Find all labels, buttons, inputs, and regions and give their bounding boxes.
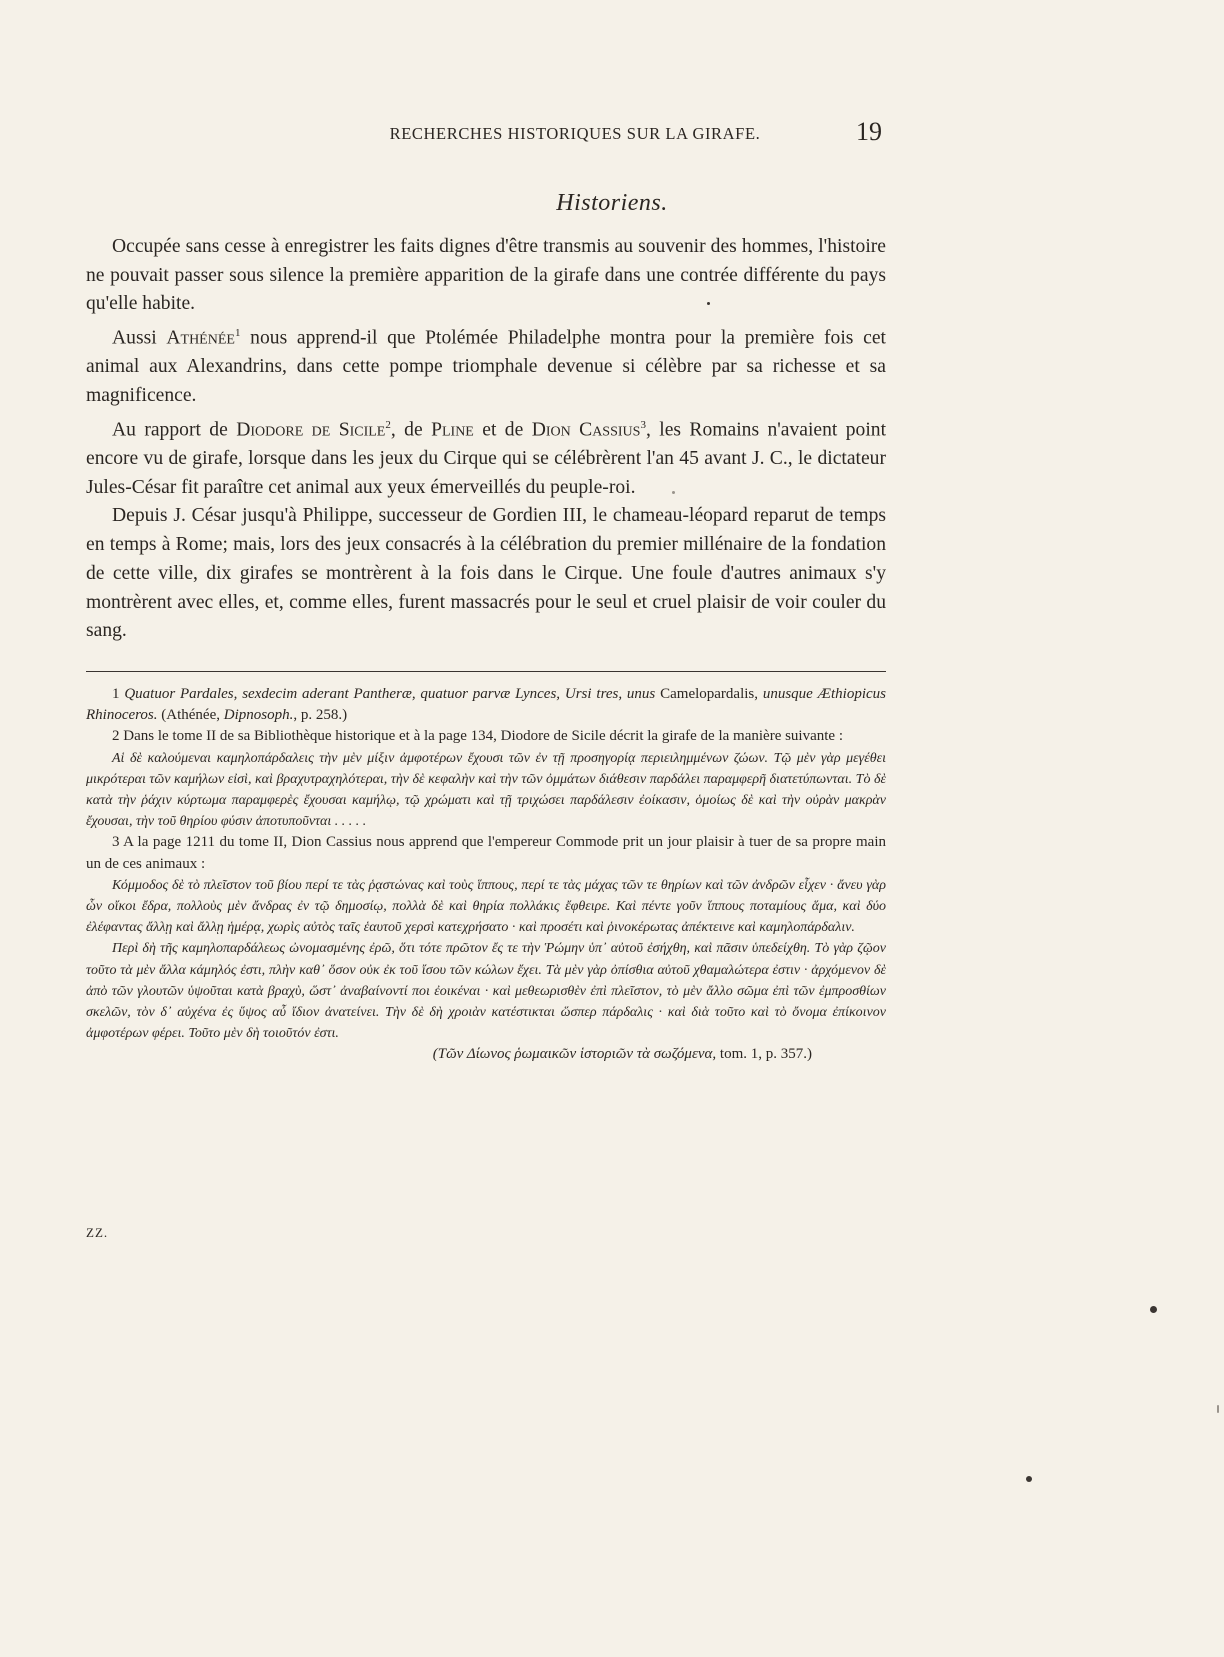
paragraph-2-intro: Aussi [112, 327, 157, 349]
footnote-3-greek-quote-2: Περὶ δὴ τῆς καμηλοπαρδάλεως ὠνομασμένης ἐρῶ, ὅτι τότε πρῶτον ἔς τε τὴν Ῥώμην ὑπ᾽ αὐτοῦ ἐσήχθη, καὶ πᾶσιν ὑπεδείχθη. Τὸ γὰρ ζῷον τοῦτο τὰ μὲν ἄλλα κάμηλός ἐστι, πλὴν καθ᾽ ὅσον οὐκ ἐκ τοῦ ἴσου τῶν κώλων ἔχει. Τὰ μὲν γὰρ ὀπίσθια αὐτοῦ χθαμαλώτερα ἐστιν · ἀρχόμενον δὲ ἀπὸ τῶν γλουτῶν ὑψοῦται κατὰ βραχὺ, ὥστ᾽ ἀναβαίνοντί ποι ἐοικέναι · καὶ μεθεωρισθὲν ἐπὶ πλεῖστον, τὸ μὲν ἄλλο σῶμα ἐπὶ τῶν ἐμπροσθίων σκελῶν, τὸν δ᾽ αὐχένα ἐς ὕψος αὖ ἴδιον ἀνατείνει. Τὴν δὲ δὴ χροιὰν κατέστικται ὥσπερ πάρδαλις · καὶ διὰ τοῦτο καὶ τὸ ὄνομα ἐπίκοινον ἀμφοτέρων φέρει. Τοῦτο μὲν δὴ τοιοῦτόν ἐστι. [86, 941, 886, 1042]
ink-spot [672, 491, 675, 494]
paragraph-1: Occupée sans cesse à enregistrer les faits dignes d'être transmis au souvenir des hommes, l'histoire ne pouvait passer sous silence la première apparition de la girafe dans une contrée différente du pays qu'elle habite. [86, 236, 886, 315]
paragraph-3-sep-2: et de [482, 419, 524, 441]
author-pline: Pline [431, 419, 474, 441]
footnote-ref-1: 1 [234, 327, 241, 340]
page-number: 19 [856, 117, 882, 146]
footnote-2: 2 Dans le tome II de sa Bibliothèque historique et à la page 134, Diodore de Sicile décrit la girafe de la manière suivante : [112, 728, 844, 745]
footnote-1-number: 1 [112, 686, 120, 702]
footnote-1-latin: Quatuor Pardales, sexdecim aderant Pantheræ, quatuor parvæ Lynces, Ursi tres, unus [124, 686, 656, 702]
author-diodore: Diodore de Sicile [236, 419, 386, 441]
paragraph-3-intro: Au rapport de [112, 419, 228, 441]
footnotes [86, 684, 886, 1066]
author-dion-cassius: Dion Cassius [531, 419, 641, 441]
section-title: Historiens. [556, 190, 668, 216]
paragraph-3-sep-1: , de [390, 419, 423, 441]
running-head: RECHERCHES HISTORIQUES SUR LA GIRAFE. [389, 124, 761, 143]
author-athenee: Athénée [166, 327, 235, 349]
footnote-2-greek-quote: Αἱ δὲ καλούμεναι καμηλοπάρδαλεις τὴν μὲν μίξιν ἀμφοτέρων ἔχουσι τῶν ἐν τῇ προσηγορίᾳ περιειλημμένων ζώων. Τῷ μὲν γὰρ μεγέθει μικρότεραι τῶν καμήλων εἰσὶ, καὶ βραχυτραχηλότεραι, τὴν δὲ κεφαλὴν καὶ τὴν τῶν ὀμμάτων διάθεσιν παρδάλει παραμφερῆ διατετύπωνται. Τὸ δὲ κατὰ τὴν ῥάχιν κύρτωμα παραμφερὲς ἔχουσαι καμήλῳ, τῷ χρώματι καὶ τῇ τριχώσει παρδάλεσιν ἐοίκασιν, ὁμοίως δὲ καὶ τὴν οὐρὰν μακρὰν ἔχουσαι, τὴν τοῦ θηρίου φύσιν ἀποτυποῦνται . . . . . [86, 750, 886, 830]
ink-spot [1150, 1306, 1157, 1313]
paragraph-2 [86, 319, 886, 411]
signature-mark: ZZ. [86, 1225, 109, 1240]
footnote-1 [86, 684, 886, 726]
ink-spot [707, 302, 710, 305]
main-text [86, 233, 886, 646]
footnote-1-work: Dipnosoph. [223, 707, 294, 724]
footnote-ref-2: 2 [385, 418, 391, 431]
footnote-3-citation-title: (Τῶν Δίωνος ῥωμαικῶν ἱστοριῶν τὰ σωζόμενα, [432, 1046, 717, 1063]
footnote-3-citation [86, 1044, 886, 1065]
footnote-1-latin-end: unusque Æthiopicus Rhinoceros. [86, 686, 887, 724]
footnote-1-camelopardalis: Camelopardalis, [660, 686, 758, 702]
footnote-divider [86, 671, 886, 672]
footnote-1-page: , p. 258.) [293, 707, 348, 724]
paragraph-3 [86, 411, 886, 503]
paragraph-2-body: nous apprend-il que Ptolémée Philadelphe montra pour la première fois cet animal aux Alexandrins, dans cette pompe triomphale devenue si célèbre par sa richesse et sa magnificence. [86, 327, 886, 407]
ink-spot [1026, 1476, 1032, 1482]
footnote-3-greek-quote-1: Κόμμοδος δὲ τὸ πλεῖστον τοῦ βίου περί τε τὰς ῥᾳστώνας καὶ τοὺς ἵππους, περί τε τὰς μάχας τῶν τε θηρίων καὶ τῶν ἀνδρῶν εἶχεν · ἄνευ γὰρ ὧν οἴκοι ἔδρα, πολλοὺς μὲν ἄνδρας ἐν τῷ δημοσίῳ, πολλὰ δὲ καὶ θηρία πολλάκις ἔφθειρε. Καὶ πέντε γοῦν ἵππους ποταμίους ἅμα, καὶ δύο ἐλέφαντας ἄλλῃ καὶ ἄλλῃ ἡμέρᾳ, χωρὶς αὐτὸς ταῖς ἑαυτοῦ χερσὶ κατεχρήσατο · καὶ προσέτι καὶ ῥινοκέρωτας ἀπέκτεινε καὶ καμηλοπάρδαλιν. [86, 877, 886, 936]
footnote-3: 3 A la page 1211 du tome II, Dion Cassius nous apprend que l'empereur Commode prit un jour plaisir à tuer de sa propre main un de ces animaux : [86, 834, 886, 872]
footnote-1-source: (Athénée, [161, 707, 220, 724]
paragraph-4: Depuis J. César jusqu'à Philippe, successeur de Gordien III, le chameau-léopard reparut de temps en temps à Rome; mais, lors des jeux consacrés à la célébration du premier millénaire de la fondation de cette ville, dix girafes se montrèrent à la fois dans le Cirque. Une foule d'autres animaux s'y montrèrent avec elles, et, comme elles, furent massacrés pour le seul et cruel plaisir de voir couler du sang. [86, 505, 886, 642]
paragraph-3-body: , les Romains n'avaient point encore vu de girafe, lorsque dans les jeux du Cirque qui se célébrèrent l'an 45 avant J. C., le dictateur Jules-César fit paraître cet animal aux yeux émerveillés du peuple-roi. [86, 419, 887, 498]
footnote-3-citation-ref: tom. 1, p. 357.) [719, 1046, 812, 1063]
ink-spot [1217, 1405, 1219, 1413]
footnote-ref-3: 3 [640, 418, 646, 431]
